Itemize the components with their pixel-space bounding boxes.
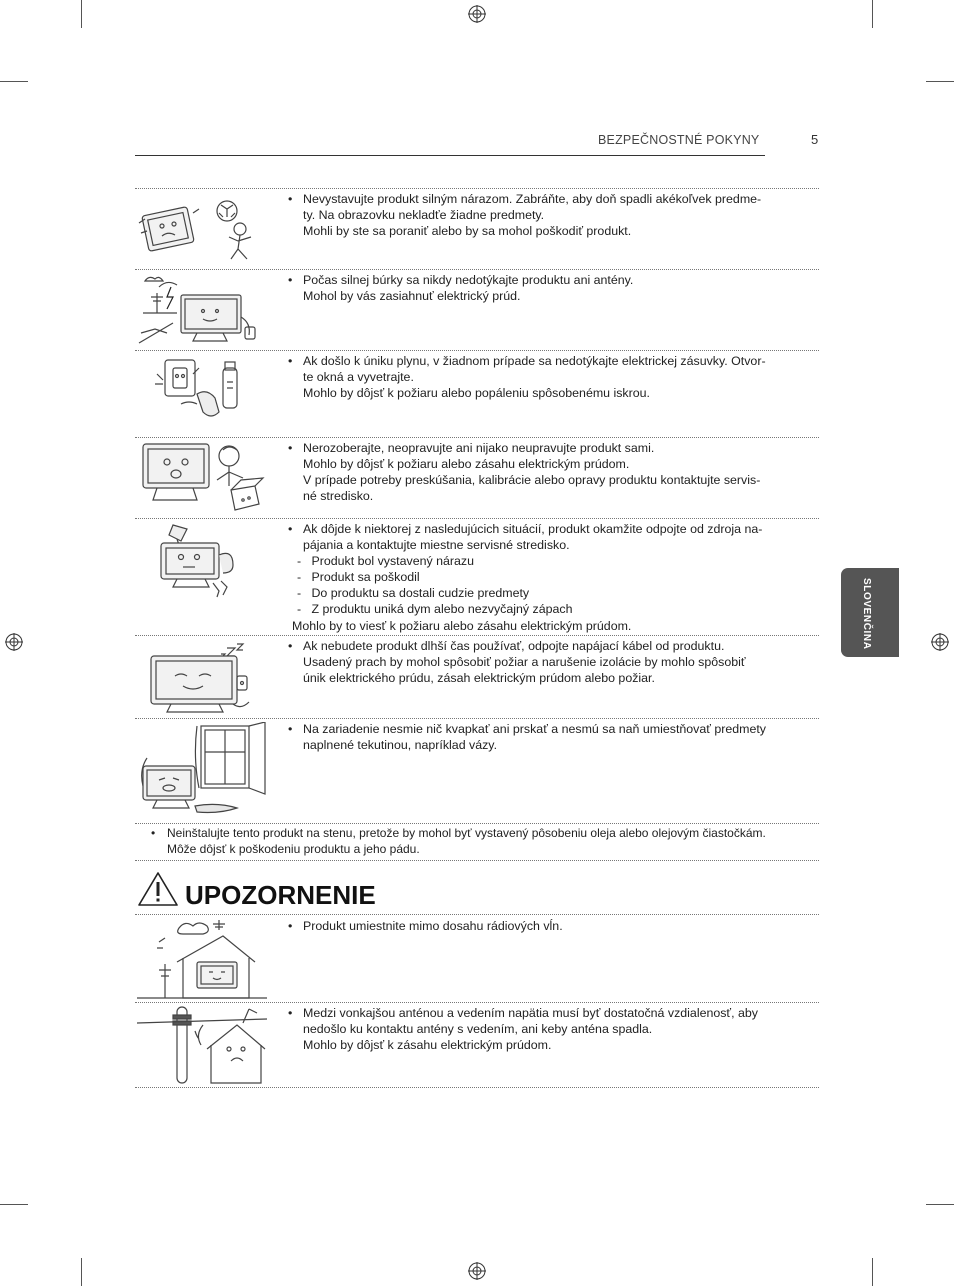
warning-triangle-icon [137,871,179,907]
disassembly-illustration [137,440,267,516]
item-line: V prípade potreby preskúšania, kalibrácie alebo opravy produktu kontaktujte servis- [303,473,761,488]
unplug-illustration [137,640,267,716]
item-line: te okná a vyvetrajte. [303,370,414,385]
item-line: Počas silnej búrky sa nikdy nedotýkajte produktu ani antény. [303,273,634,287]
safety-item [288,440,760,504]
crop-mark [0,81,28,82]
bullet: • [288,354,293,368]
item-trailer: Mohlo by to viesť k požiaru alebo zásahu elektrickým prúdom. [292,618,632,633]
item-line: ty. Na obrazovku nekladťe žiadne predmety. [303,208,545,223]
separator [135,860,819,861]
item-line: né stredisko. [303,489,374,504]
safety-item [288,272,633,304]
item-line: naplnené tekutinou, napríklad vázy. [303,738,498,753]
separator [135,437,819,438]
item-line: Ak došlo k úniku plynu, v žiadnom prípade sa nedotýkajte elektrickej zásuvky. Otvor- [303,354,766,368]
bullet: • [288,522,293,536]
separator [135,269,819,270]
crop-mark [926,1204,954,1205]
caution-item [288,918,563,934]
language-tab-label: SLOVENČINA [861,578,872,650]
separator [135,635,819,636]
registration-mark-icon [468,5,486,23]
item-line: Nevystavujte produkt silným nárazom. Zabráňte, aby doň spadli akékoľvek predme- [303,192,762,206]
separator [135,188,819,189]
item-line: Medzi vonkajšou anténou a vedením napätia musí byť dostatočná vzdialenosť, aby [303,1006,758,1020]
item-line: Neinštalujte tento produkt na stenu, pretože by mohol byť vystavený pôsobeniu oleja alebo olejovým čiastočkám. [167,826,766,840]
bullet: • [288,722,293,736]
safety-item [288,191,761,239]
sub-item: - Z produktu uniká dym alebo nezvyčajný zápach [297,602,573,617]
registration-mark-icon [931,633,949,651]
crop-mark [81,1258,82,1286]
header-rule [135,155,765,156]
damage-illustration [137,521,267,601]
storm-illustration [137,273,267,347]
separator [135,1087,819,1088]
safety-item [288,721,766,753]
separator [135,718,819,719]
bullet: • [288,273,293,287]
separator [135,518,819,519]
sub-item: - Produkt sa poškodil [297,570,420,585]
separator [135,350,819,351]
item-line: nedošlo ku kontaktu antény s vedením, ani keby anténa spadla. [303,1022,653,1037]
crop-mark [872,1258,873,1286]
item-line: Ak dôjde k niektorej z nasledujúcich situácií, produkt okamžite odpojte od zdroja na- [303,522,763,536]
registration-mark-icon [5,633,23,651]
crop-mark [0,1204,28,1205]
item-line: Mohol by vás zasiahnuť elektrický prúd. [303,289,521,304]
registration-mark-icon [468,1262,486,1280]
separator [135,1002,819,1003]
sub-item: - Do produktu sa dostali cudzie predmety [297,586,530,601]
item-line: Nerozoberajte, neopravujte ani nijako neupravujte produkt sami. [303,441,655,455]
crop-mark [926,81,954,82]
separator [135,823,819,824]
separator [135,914,819,915]
item-line: Mohlo by dôjsť k požiaru alebo zásahu elektrickým prúdom. [303,457,630,472]
bullet: • [288,1006,293,1020]
item-line: Usadený prach by mohol spôsobiť požiar a narušenie izolácie by mohlo spôsobiť [303,655,746,670]
wide-safety-item [151,825,766,857]
item-line: Mohlo by dôjsť k požiaru alebo popáleniu spôsobenému iskrou. [303,386,650,401]
safety-item [288,638,746,686]
liquid-illustration [137,722,267,820]
impact-illustration [137,193,267,265]
caution-title: UPOZORNENIE [185,880,376,910]
bullet: • [288,441,293,455]
item-line: Na zariadenie nesmie nič kvapkať ani prskať a nesmú sa naň umiestňovať predmety [303,722,766,736]
bullet: • [288,192,293,206]
item-line: Mohlo by dôjsť k zásahu elektrickým prúdom. [303,1038,552,1053]
sub-item: - Produkt bol vystavený nárazu [297,554,475,569]
item-line: Produkt umiestnite mimo dosahu rádiových vĺn. [303,919,563,933]
language-tab [841,568,899,657]
item-line: Ak nebudete produkt dlhší čas používať, odpojte napájací kábel od produktu. [303,639,725,653]
crop-mark [81,0,82,28]
bullet: • [151,826,156,840]
bullet: • [288,639,293,653]
item-line: Mohli by ste sa poraniť alebo by sa mohol poškodiť produkt. [303,224,632,239]
crop-mark [872,0,873,28]
safety-item [288,521,762,634]
item-line: pájania a kontaktujte miestne servisné stredisko. [303,538,570,553]
radio-wave-illustration [137,918,267,1000]
gas-leak-illustration [137,354,267,434]
item-line: Môže dôjsť k poškodeniu produktu a jeho pádu. [167,842,420,857]
section-title: BEZPEČNOSTNÉ POKYNY [598,133,760,147]
bullet: • [288,919,293,933]
page-number: 5 [811,132,819,147]
item-line: únik elektrického prúdu, zásah elektrickým prúdom alebo požiar. [303,671,655,686]
antenna-powerline-illustration [137,1005,267,1085]
safety-item [288,353,766,401]
caution-item [288,1005,758,1053]
